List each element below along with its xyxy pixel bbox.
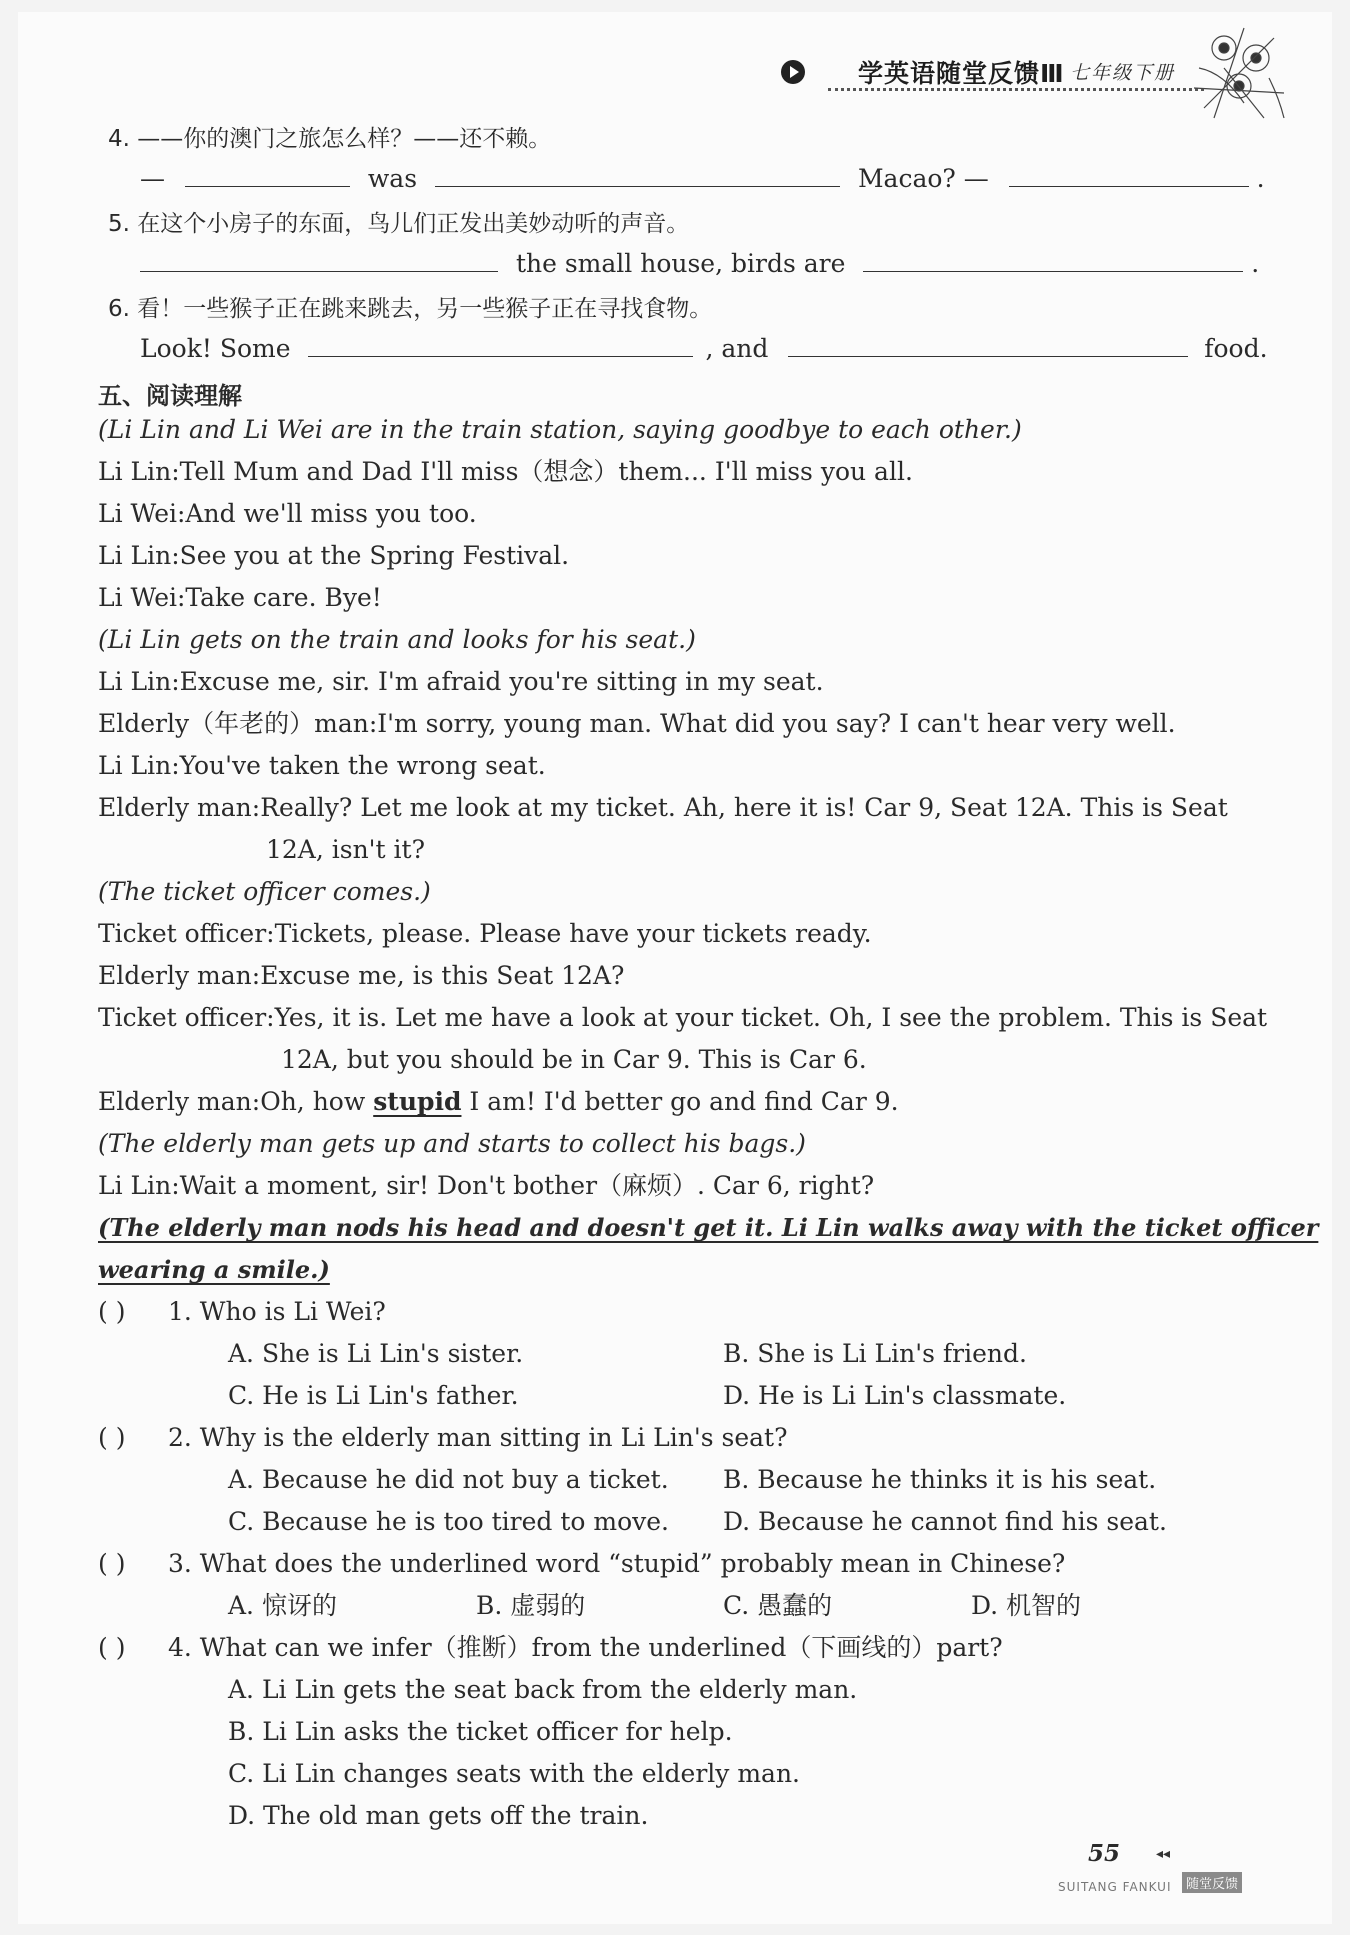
speaker: Li Lin: xyxy=(98,667,180,696)
question-stem: 2. Why is the elderly man sitting in Li Lin's seat? xyxy=(168,1423,788,1452)
speaker: Li Wei: xyxy=(98,499,186,528)
option-d[interactable]: D. Because he cannot find his seat. xyxy=(723,1507,1167,1536)
q4-dash: — xyxy=(140,164,165,193)
speaker: Ticket officer: xyxy=(98,1003,275,1032)
q5-blank-1[interactable] xyxy=(140,245,498,272)
speech: See you at the Spring Festival. xyxy=(179,541,570,570)
q6-start: Look! Some xyxy=(140,334,291,363)
option-d[interactable]: D. 机智的 xyxy=(971,1591,1082,1620)
q4-blank-3[interactable] xyxy=(1009,160,1249,187)
speech: You've taken the wrong seat. xyxy=(179,751,546,780)
header-dotted-rule xyxy=(828,88,1204,91)
q4-blank-2[interactable] xyxy=(435,160,840,187)
stage-direction: (The elderly man gets up and starts to collect his bags.) xyxy=(98,1129,806,1158)
footer-label-box: 随堂反馈 xyxy=(1182,1872,1242,1893)
q5-period: . xyxy=(1251,249,1260,278)
answer-paren[interactable]: ( ) xyxy=(98,1423,126,1452)
dialogue-line xyxy=(98,582,382,614)
answer-paren[interactable]: ( ) xyxy=(98,1633,126,1662)
option-a[interactable]: A. She is Li Lin's sister. xyxy=(228,1339,524,1368)
speech: Really? Let me look at my ticket. Ah, here it is! Car 9, Seat 12A. This is Seat xyxy=(260,793,1228,822)
dialogue-line xyxy=(98,1002,1267,1034)
speaker: Ticket officer: xyxy=(98,919,275,948)
option-b[interactable]: B. 虚弱的 xyxy=(476,1591,586,1620)
speech: I'm sorry, young man. What did you say? I can't hear very well. xyxy=(377,709,1176,738)
option-a[interactable]: A. Because he did not buy a ticket. xyxy=(228,1465,669,1494)
speech: And we'll miss you too. xyxy=(185,499,477,528)
q6-end: food. xyxy=(1204,334,1268,363)
option-c[interactable]: C. Because he is too tired to move. xyxy=(228,1507,669,1536)
speech-before: Oh, how xyxy=(260,1087,374,1116)
dialogue-line xyxy=(98,918,872,950)
option-b[interactable]: B. She is Li Lin's friend. xyxy=(723,1339,1027,1368)
question-1 xyxy=(98,1296,386,1328)
speech: Yes, it is. Let me have a look at your ticket. Oh, I see the problem. This is Seat xyxy=(274,1003,1268,1032)
stage-direction: (The ticket officer comes.) xyxy=(98,877,431,906)
option-d[interactable]: D. He is Li Lin's classmate. xyxy=(723,1381,1067,1410)
answer-paren[interactable]: ( ) xyxy=(98,1297,126,1326)
option-a[interactable]: A. 惊讶的 xyxy=(228,1591,337,1620)
q4-period: . xyxy=(1256,164,1265,193)
option-b[interactable]: B. Li Lin asks the ticket officer for help. xyxy=(228,1717,733,1746)
dialogue-line xyxy=(98,750,546,782)
q5-mid: the small house, birds are xyxy=(515,249,846,278)
option-c[interactable]: C. 愚蠢的 xyxy=(723,1591,833,1620)
dialogue-line xyxy=(98,540,569,572)
dialogue-line xyxy=(98,1170,874,1202)
speech: Excuse me, is this Seat 12A? xyxy=(260,961,625,990)
q6-and: , and xyxy=(705,334,769,363)
grade-label: 七年级下册 xyxy=(1070,62,1176,84)
speaker: Li Lin: xyxy=(98,1171,180,1200)
dialogue-line xyxy=(98,1086,899,1118)
speaker: Elderly man: xyxy=(98,961,261,990)
underlined-part-line-2: wearing a smile.) xyxy=(98,1255,330,1284)
q4-was: was xyxy=(367,164,418,193)
speaker: Li Lin: xyxy=(98,457,180,486)
dialogue-line xyxy=(98,666,824,698)
speaker: Elderly man: xyxy=(98,1087,261,1116)
speech: Wait a moment, sir! Don't bother（麻烦）. Car 6, right? xyxy=(179,1171,875,1200)
speaker: Li Lin: xyxy=(98,751,180,780)
dialogue-line xyxy=(98,708,1176,740)
page-number: 55 xyxy=(1088,1840,1121,1867)
speaker: Elderly（年老的）man: xyxy=(98,709,378,738)
option-a[interactable]: A. Li Lin gets the seat back from the elderly man. xyxy=(228,1675,858,1704)
page-arrows-icon: ◂◂ xyxy=(1156,1846,1171,1862)
dialogue-line xyxy=(98,960,624,992)
dialogue-line xyxy=(98,456,913,488)
dialogue-line xyxy=(98,498,477,530)
option-d[interactable]: D. The old man gets off the train. xyxy=(228,1801,649,1830)
section-heading: 五、阅读理解 xyxy=(98,382,242,410)
option-c[interactable]: C. Li Lin changes seats with the elderly man. xyxy=(228,1759,800,1788)
q6-blank-2[interactable] xyxy=(788,330,1188,357)
answer-paren[interactable]: ( ) xyxy=(98,1549,126,1578)
dialogue-continuation: 12A, but you should be in Car 9. This is Car 6. xyxy=(281,1045,867,1074)
q5-english-line xyxy=(140,245,1259,280)
q4-english-line xyxy=(140,160,1265,195)
speech: Excuse me, sir. I'm afraid you're sitting in my seat. xyxy=(179,667,824,696)
footer-brand: SUITANG FANKUI xyxy=(1058,1880,1172,1894)
q6-chinese: 6. 看！一些猴子正在跳来跳去，另一些猴子正在寻找食物。 xyxy=(108,296,713,322)
q6-english-line xyxy=(140,330,1268,365)
q4-chinese: 4. ——你的澳门之旅怎么样？——还不赖。 xyxy=(108,126,552,152)
play-circle-icon xyxy=(781,60,805,84)
question-3 xyxy=(98,1548,1065,1580)
q6-blank-1[interactable] xyxy=(308,330,693,357)
question-stem: 3. What does the underlined word “stupid” probably mean in Chinese? xyxy=(168,1549,1066,1578)
book-title: 学英语随堂反馈Ⅲ xyxy=(858,59,1065,88)
speaker: Li Wei: xyxy=(98,583,186,612)
question-4 xyxy=(98,1632,1003,1664)
underlined-part-line-1: (The elderly man nods his head and doesn't get it. Li Lin walks away with the ticket officer xyxy=(98,1213,1319,1242)
speech: Tickets, please. Please have your tickets ready. xyxy=(274,919,872,948)
option-c[interactable]: C. He is Li Lin's father. xyxy=(228,1381,519,1410)
question-stem: 4. What can we infer（推断）from the underlined（下画线的）part? xyxy=(168,1633,1003,1662)
dialogue-continuation: 12A, isn't it? xyxy=(266,835,425,864)
speech-after: I am! I'd better go and find Car 9. xyxy=(461,1087,899,1116)
speech: Tell Mum and Dad I'll miss（想念）them... I'll miss you all. xyxy=(179,457,913,486)
question-2 xyxy=(98,1422,787,1454)
question-stem: 1. Who is Li Wei? xyxy=(168,1297,386,1326)
speaker: Elderly man: xyxy=(98,793,261,822)
underlined-word-stupid: stupid xyxy=(373,1087,462,1116)
stage-direction: (Li Lin gets on the train and looks for his seat.) xyxy=(98,625,696,654)
q4-blank-1[interactable] xyxy=(185,160,350,187)
flower-decoration-icon xyxy=(1184,18,1294,128)
option-b[interactable]: B. Because he thinks it is his seat. xyxy=(723,1465,1157,1494)
q5-chinese: 5. 在这个小房子的东面，鸟儿们正发出美妙动听的声音。 xyxy=(108,211,690,237)
stage-direction: (Li Lin and Li Wei are in the train station, saying goodbye to each other.) xyxy=(98,415,1022,444)
speech: Take care. Bye! xyxy=(185,583,382,612)
q5-blank-2[interactable] xyxy=(863,245,1243,272)
q4-macao: Macao? — xyxy=(857,164,989,193)
dialogue-line xyxy=(98,792,1228,824)
speaker: Li Lin: xyxy=(98,541,180,570)
